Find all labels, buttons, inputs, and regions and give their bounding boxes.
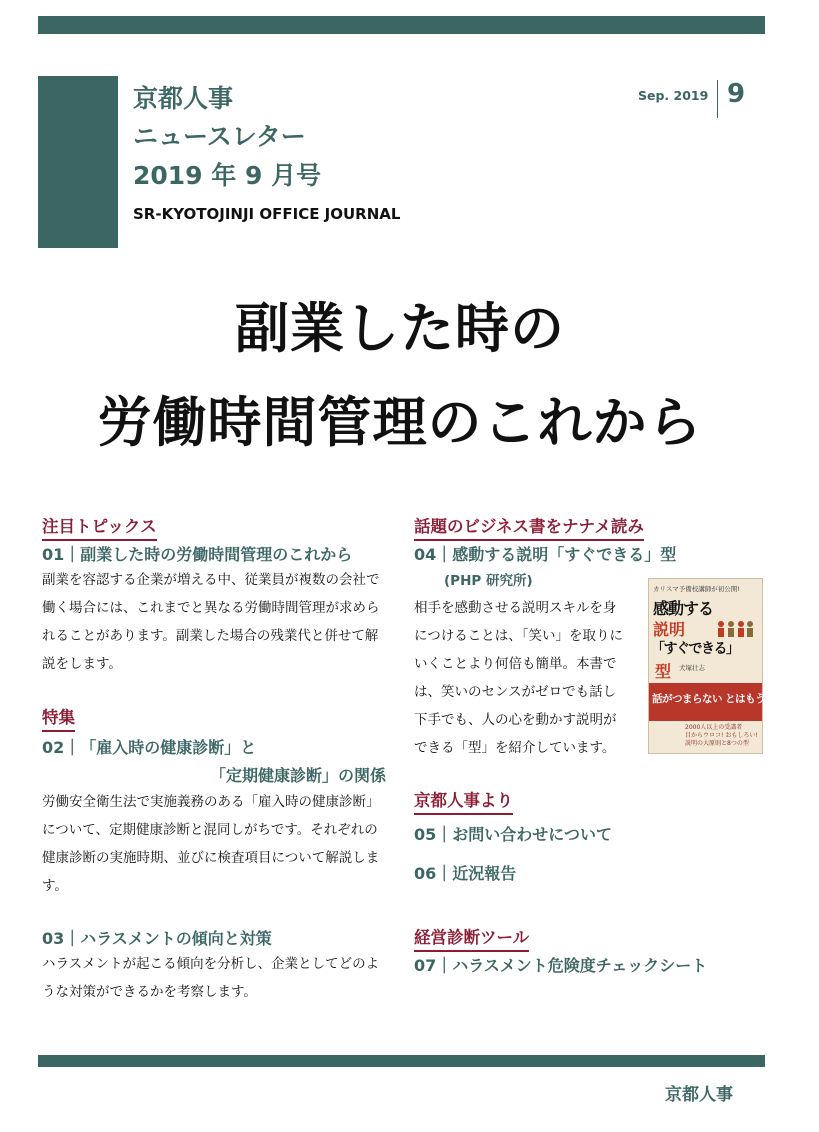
book-title-1: 感動する (653, 599, 714, 618)
text-line: いくことより何倍も簡単。本書で (414, 656, 617, 672)
book-tagline: カリスマ予備校講師が初公開! (653, 585, 740, 593)
text-line: について、定期健康診断と混同しがちです。それぞれの (42, 822, 378, 838)
headline-line2: 労働時間管理のこれから (97, 391, 703, 454)
issue-divider (717, 80, 718, 118)
footer-office-name: 京都人事 (665, 1085, 733, 1105)
journal-name: SR-KYOTOJINJI OFFICE JOURNAL (133, 205, 401, 223)
article-01-summary (42, 566, 402, 678)
text-line: ハラスメントが起こる傾向を分析し、企業としてどのよ (42, 956, 380, 972)
article-03-title[interactable]: 03｜ハラスメントの傾向と対策 (42, 929, 272, 948)
article-03-summary (42, 950, 402, 1006)
book-title-3: 「すぐできる」 (651, 641, 739, 657)
book-title-2: 説明 (653, 620, 686, 639)
header-accent-block (38, 76, 118, 248)
article-06-title[interactable]: 06｜近況報告 (414, 864, 517, 883)
newsletter-title-line1: 京都人事 (133, 84, 234, 113)
article-05-title[interactable]: 05｜お問い合わせについて (414, 825, 612, 844)
text-line: れることがあります。副業した場合の残業代と併せて解 (42, 628, 379, 644)
headline-line1: 副業した時の (235, 297, 565, 360)
section-heading-topics: 注目トピックス (42, 516, 157, 541)
text-line: できる「型」を紹介しています。 (414, 740, 616, 756)
text-line: 副業を容認する企業が増える中、従業員が複数の会社で (42, 572, 380, 588)
book-figures-icon (715, 619, 755, 639)
article-02-title-a[interactable]: 02｜「雇入時の健康診断」と (42, 738, 257, 757)
section-heading-books: 話題のビジネス書をナナメ読み (414, 516, 644, 541)
bottom-bar (38, 1055, 765, 1067)
text-line: す。 (42, 878, 68, 894)
blurb-line: 2000人以上の受講者 (685, 724, 743, 731)
article-02-title-b[interactable]: 「定期健康診断」の関係 (210, 766, 387, 785)
book-blurb (685, 724, 758, 748)
text-line: につけることは、「笑い」を取りに (414, 628, 623, 644)
article-02-summary (42, 788, 402, 900)
text-line: 下手でも、人の心を動かす説明が (414, 712, 617, 728)
book-cover-image (648, 578, 819, 754)
text-line: 相手を感動させる説明スキルを身 (414, 600, 617, 616)
blurb-line: 説明の大原則と8つの型 (685, 740, 749, 747)
text-line: 働く場合には、これまでと異なる労働時間管理が求めら (42, 600, 380, 616)
text-line: 健康診断の実施時期、並びに検査項目について解説しま (42, 850, 380, 866)
newsletter-title-line3: 2019 年 9 月号 (133, 161, 322, 190)
section-heading-feature: 特集 (42, 707, 75, 732)
article-07-title[interactable]: 07｜ハラスメント危険度チェックシート (414, 956, 708, 975)
newsletter-title-line2: ニュースレター (133, 122, 306, 151)
article-04-summary (414, 594, 644, 762)
top-bar (38, 16, 765, 34)
book-title-4: 型 (655, 662, 672, 681)
text-line: は、笑いのセンスがゼロでも話し (414, 684, 617, 700)
book-publisher: (PHP 研究所) (444, 573, 533, 589)
text-line: 労働安全衛生法で実施義務のある「雇入時の健康診断」 (42, 794, 380, 810)
article-04-title[interactable]: 04｜感動する説明「すぐできる」型 (414, 545, 677, 564)
book-band-text: 話がつまらない とはもう言わせない! (652, 693, 819, 705)
issue-number: 9 (727, 79, 746, 109)
section-heading-tools: 経営診断ツール (414, 927, 529, 952)
book-author: 犬塚壮志 (679, 664, 705, 672)
text-line: うな対策ができるかを考察します。 (42, 984, 257, 1000)
text-line: 説をします。 (42, 656, 122, 672)
article-01-title[interactable]: 01｜副業した時の労働時間管理のこれから (42, 545, 353, 564)
section-heading-from-office: 京都人事より (414, 790, 513, 815)
blurb-line: 目からウロコ! おもしろい! (685, 732, 758, 739)
issue-date: Sep. 2019 (638, 88, 709, 103)
